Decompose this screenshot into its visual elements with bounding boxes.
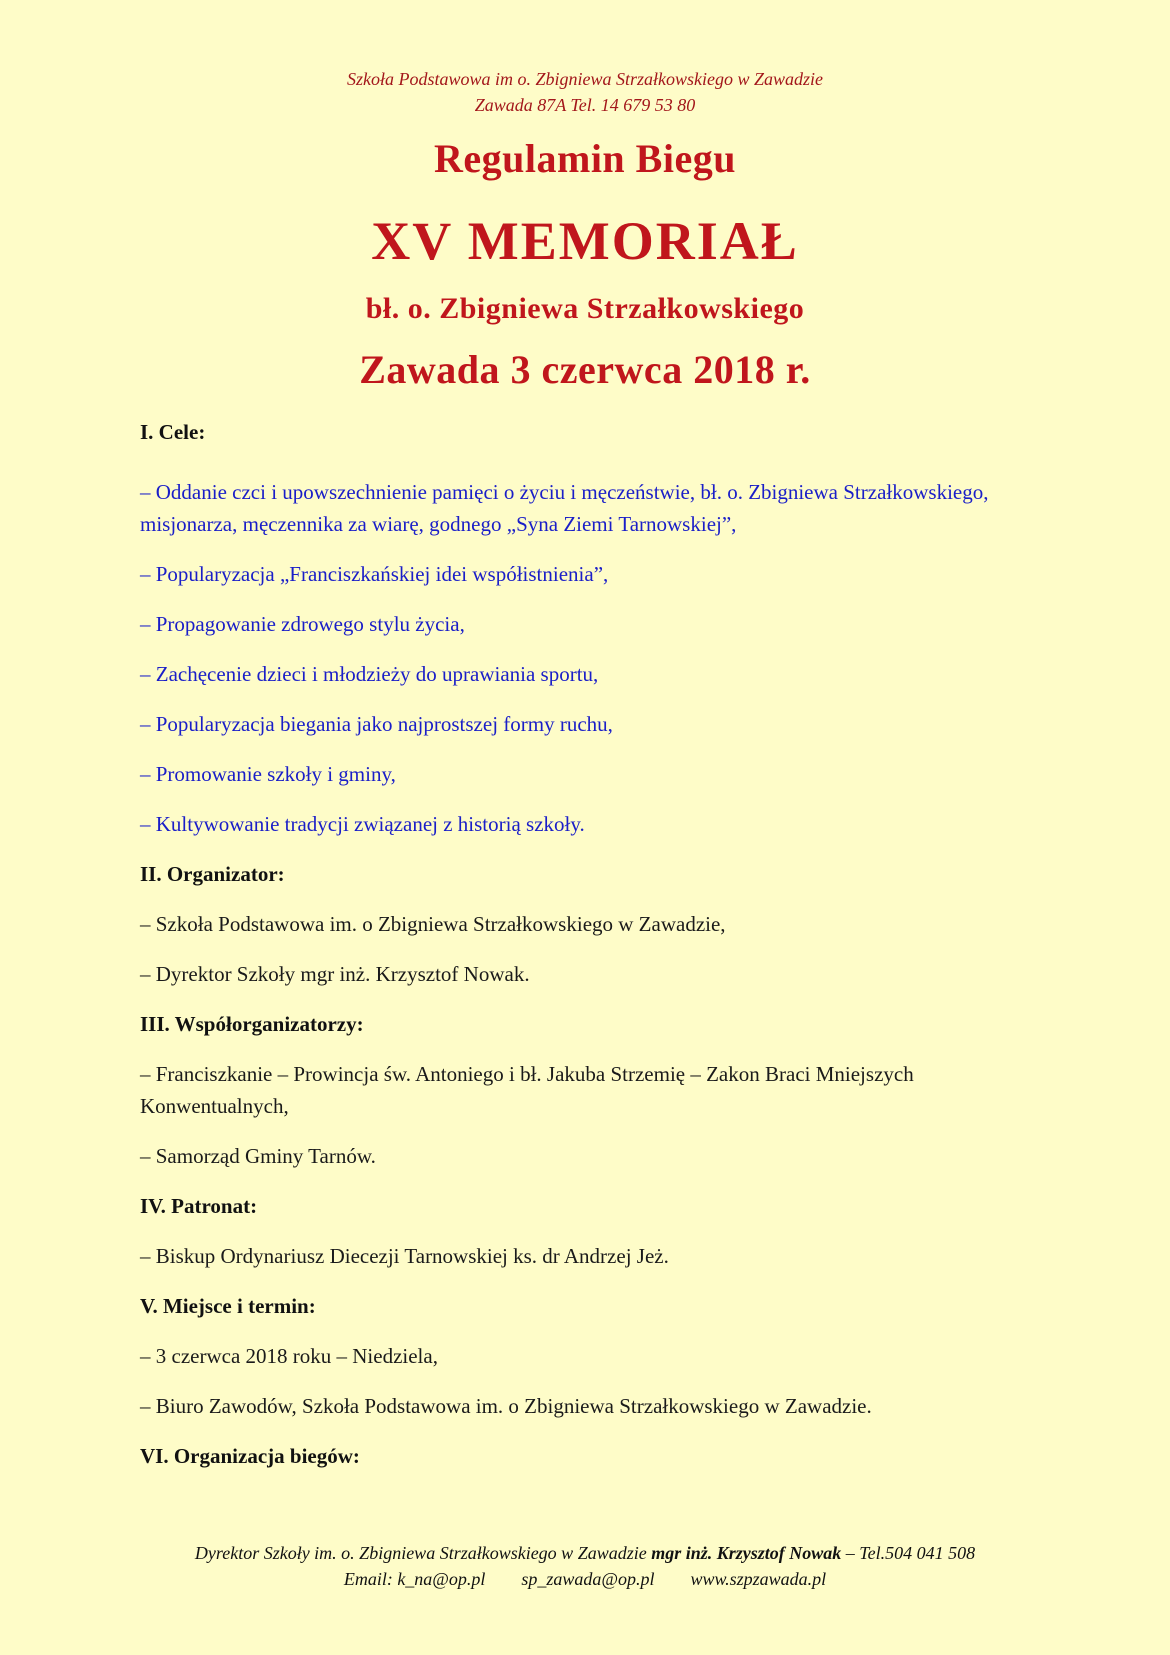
list-item: – Dyrektor Szkoły mgr inż. Krzysztof Nowak. [140,962,530,986]
document-body [140,416,1040,1472]
section-heading-wspolorganizatorzy: III. Współorganizatorzy: [140,1012,364,1036]
title-memorial: XV MEMORIAŁ [371,211,799,271]
school-header [0,66,1170,118]
section-list-cele [140,476,1040,840]
footer-email-1[interactable]: Email: k_na@op.pl [343,1569,486,1589]
list-item: – Popularyzacja „Franciszkańskiej idei współistnienia”, [140,562,609,586]
school-header-name: Szkoła Podstawowa im o. Zbigniewa Strzałkowskiego w Zawadzie [346,69,824,89]
list-item: – Zachęcenie dzieci i młodzieży do uprawiania sportu, [140,662,599,686]
list-item: – Propagowanie zdrowego stylu życia, [140,612,465,636]
footer-text: Dyrektor Szkoły im. o. Zbigniewa Strzałkowskiego w Zawadzie [194,1543,652,1563]
list-item: – Franciszkanie – Prowincja św. Antoniego i bł. Jakuba Strzemię – Zakon Braci Mniejszych Konwentualnych, [140,1062,914,1118]
title-patron: bł. o. Zbigniewa Strzałkowskiego [365,292,805,325]
footer-contact-line [0,1566,1170,1592]
list-item: – Samorząd Gminy Tarnów. [140,1144,376,1168]
list-item: – Biskup Ordynariusz Diecezji Tarnowskiej ks. dr Andrzej Jeż. [140,1244,669,1268]
footer-website-link[interactable]: www.szpzawada.pl [690,1569,827,1589]
footer-phone: – Tel.504 041 508 [841,1543,976,1563]
school-header-address: Zawada 87A Tel. 14 679 53 80 [474,95,696,115]
list-item: – Szkoła Podstawowa im. o Zbigniewa Strzałkowskiego w Zawadzie, [140,912,726,936]
footer-director-line [0,1540,1170,1566]
footer-director-name: mgr inż. Krzysztof Nowak [651,1543,842,1563]
list-item: – 3 czerwca 2018 roku – Niedziela, [140,1344,438,1368]
footer-email-2[interactable]: sp_zawada@op.pl [521,1569,655,1589]
list-item: – Biuro Zawodów, Szkoła Podstawowa im. o Zbigniewa Strzałkowskiego w Zawadzie. [140,1394,872,1418]
page-footer [0,1540,1170,1592]
title-regulamin: Regulamin Biegu [434,136,736,181]
section-heading-patronat: IV. Patronat: [140,1194,258,1218]
list-item: – Kultywowanie tradycji związanej z historią szkoły. [140,812,585,836]
section-heading-organizator: II. Organizator: [140,862,285,886]
title-date: Zawada 3 czerwca 2018 r. [359,347,811,392]
list-item: – Oddanie czci i upowszechnienie pamięci o życiu i męczeństwie, bł. o. Zbigniewa Strzałkowskiego, misjonarza, męczennika za wiarę, godnego „Syna Ziemi Tarnowskiej”, [140,480,989,536]
section-heading-organizacja: VI. Organizacja biegów: [140,1444,360,1468]
list-item: – Promowanie szkoły i gminy, [140,762,396,786]
section-heading-cele: I. Cele: [140,420,206,444]
section-heading-miejsce: V. Miejsce i termin: [140,1294,316,1318]
list-item: – Popularyzacja biegania jako najprostszej formy ruchu, [140,712,613,736]
